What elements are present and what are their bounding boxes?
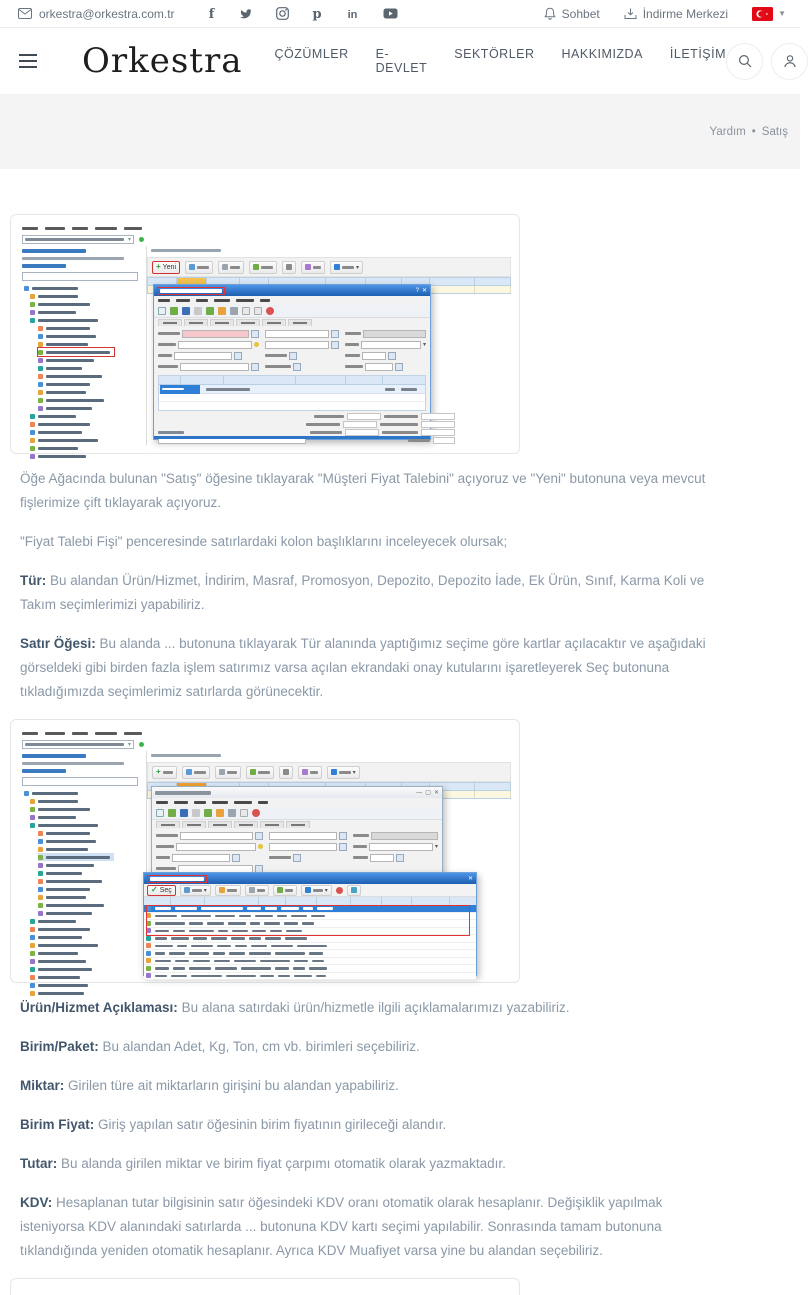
grid-header-cell — [475, 286, 511, 293]
tree-item — [38, 356, 98, 364]
term-miktar — [20, 1074, 725, 1098]
breadcrumb-separator: • — [751, 125, 756, 138]
email-text: orkestra@orkestra.com.tr — [39, 6, 175, 21]
term-miktar-text: Girilen türe ait miktarların girişini bu alandan yapabiliriz. — [68, 1078, 399, 1093]
app-combo: ▾ — [22, 235, 134, 244]
term-urun-hizmet — [20, 996, 725, 1020]
tree-item — [24, 284, 82, 292]
logo[interactable]: Orkestra — [82, 41, 243, 81]
selected-grid-row — [159, 385, 425, 394]
download-icon — [624, 7, 637, 20]
app-toolbar: + Yeni ▾ — [147, 257, 511, 277]
tree-item — [38, 332, 100, 340]
tree-item — [30, 292, 82, 300]
grid-header-cell — [475, 278, 511, 285]
chat-button[interactable] — [544, 7, 600, 21]
grid-row — [144, 965, 476, 973]
close-icon: ✕ — [421, 287, 427, 294]
modal-grid — [158, 375, 426, 411]
download-center-button[interactable] — [624, 7, 728, 21]
tree-item — [38, 837, 100, 845]
tree-item — [30, 412, 80, 420]
grid-row — [144, 935, 476, 943]
term-kdv-lead: KDV: — [20, 1195, 53, 1210]
topbar-left — [18, 7, 398, 21]
tree-item — [24, 789, 82, 797]
svg-text:in: in — [347, 8, 357, 21]
turkish-flag-icon — [752, 7, 773, 21]
tree-item — [30, 444, 82, 452]
term-satir-ogesi-text: Bu alanda ... butonuna tıklayarak Tür alanında yaptığımız seçime göre kartlar açılacaktır ve aşağıdaki görseldeki gibi birden fazla işlem satırımız varsa açılan ekrandaki onay kutularını işaretleyerek Seç butonuna tıkladığımızda seçimlerimiz satırlarda görünecektir. — [20, 636, 706, 699]
item-tree-panel — [19, 246, 147, 445]
term-urun-hizmet-text: Bu alana satırdaki ürün/hizmetle ilgili açıklamalarımızı yazabiliriz. — [181, 1000, 570, 1015]
chat-label: Sohbet — [561, 6, 600, 21]
instagram-icon[interactable] — [276, 7, 289, 20]
sec-button: ✓ Seç — [147, 885, 176, 896]
selection-toolbar: ✓ Seç ▾ ▾ — [144, 884, 476, 897]
tree-item — [38, 861, 98, 869]
modal-fiyat-talebi-2: — ▢ ✕ ▾ — [151, 786, 443, 904]
language-selector[interactable] — [752, 7, 786, 21]
tree-item — [30, 805, 94, 813]
main-header — [0, 28, 800, 94]
account-button[interactable] — [771, 43, 808, 80]
term-birim-fiyat — [20, 1113, 725, 1137]
modal-fiyat-talebi — [153, 284, 431, 440]
tree-item — [30, 308, 80, 316]
grid-row — [144, 973, 476, 981]
tree-item — [30, 428, 86, 436]
tree-item — [38, 396, 108, 404]
tree-item — [38, 885, 94, 893]
svg-text:p: p — [312, 7, 322, 22]
breadcrumb-band — [0, 94, 800, 169]
social-links — [207, 7, 398, 20]
grid-row — [144, 958, 476, 966]
modal-form: ▾ — [154, 326, 430, 374]
term-tur-text: Bu alandan Ürün/Hizmet, İndirim, Masraf, Promosyon, Depozito, Depozito İade, Ek Ürün, Sınıf, Karma Koli ve Takım seçimlerimizi yapabiliriz. — [20, 573, 705, 612]
tree-item — [38, 853, 114, 861]
term-birim-paket-lead: Birim/Paket: — [20, 1039, 99, 1054]
intro-paragraph-2: "Fiyat Talebi Fişi" penceresinde satırlardaki kolon başlıklarını inceleyecek olursak; — [20, 534, 508, 549]
tree-item — [30, 821, 102, 829]
term-birim-paket — [20, 1035, 725, 1059]
article-content — [0, 169, 800, 1295]
modal-title-bar: ? ✕ — [154, 285, 430, 296]
close-icon: ✕ — [433, 789, 439, 796]
close-icon: ✕ — [467, 875, 473, 882]
screenshot-musteri-fiyat-talebi — [10, 214, 520, 454]
top-utility-bar — [0, 0, 800, 28]
embedded-app-window-2: ▾ + ▾ — ▢ ✕ ▾ ✕ ✓ Seç ▾ ▾ — [19, 728, 511, 974]
screenshot-next-partial — [10, 1278, 520, 1295]
linkedin-icon[interactable] — [345, 8, 360, 20]
term-miktar-lead: Miktar: — [20, 1078, 65, 1093]
selection-grid — [144, 905, 476, 980]
nav-cozumler[interactable]: ÇÖZÜMLER — [274, 47, 349, 61]
term-kdv — [20, 1191, 725, 1263]
app-quick-row — [19, 233, 511, 246]
nav-sektorler[interactable]: SEKTÖRLER — [454, 47, 535, 61]
tree-item — [38, 909, 96, 917]
grid-header-cell — [475, 791, 511, 798]
modal-totals — [154, 411, 430, 444]
tree-item — [30, 813, 80, 821]
chevron-down-icon: ▼ — [778, 9, 786, 18]
tree-item — [30, 797, 82, 805]
twitter-icon[interactable] — [239, 8, 253, 20]
grid-row — [144, 920, 476, 928]
tree-item — [30, 957, 90, 965]
tree-item — [30, 300, 94, 308]
nav-iletisim[interactable]: İLETİŞİM — [669, 47, 727, 61]
pinterest-icon[interactable] — [312, 7, 322, 20]
title-highlight-box — [157, 287, 225, 295]
tree-item — [38, 845, 92, 853]
term-kdv-text: Hesaplanan tutar bilgisinin satır öğesindeki KDV oranı otomatik olarak hesaplanır. Değişiklik yapılmak isteniyorsa KDV alanındaki satırlarda ... butonuna KDV kartı seçimi yapılabilir. Sonrasında tamam butonuna tıklandığında yeniden otomatik hesaplanır. Ayrıca KDV Muafiyet varsa yine bu alandan seçebiliriz. — [20, 1195, 663, 1258]
person-icon — [783, 54, 797, 68]
tree-item — [30, 917, 80, 925]
tree-item — [38, 901, 108, 909]
app-menu-bar — [19, 223, 511, 233]
tree-item — [30, 925, 94, 933]
app-main-panel — [147, 246, 511, 445]
tree-item — [38, 324, 94, 332]
term-birim-fiyat-text: Giriş yapılan satır öğesinin birim fiyatının girileceği alandır. — [98, 1117, 447, 1132]
grid-row — [144, 905, 476, 913]
screenshot-satir-ogesi-secimi — [10, 719, 520, 983]
grid-row — [144, 943, 476, 951]
hamburger-menu-icon[interactable] — [0, 54, 56, 68]
selection-window — [143, 872, 477, 976]
tree-item — [30, 420, 94, 428]
grid-header-cell — [430, 278, 475, 285]
tree-item — [38, 340, 92, 348]
breadcrumb — [710, 126, 788, 138]
tree-item — [30, 973, 84, 981]
facebook-icon[interactable] — [207, 7, 216, 20]
search-icon — [738, 54, 752, 68]
tree-item — [38, 404, 96, 412]
tree-item — [38, 869, 86, 877]
term-tutar-lead: Tutar: — [20, 1156, 58, 1171]
intro-paragraph-1: Öğe Ağacında bulunan "Satış" öğesine tıklayarak "Müşteri Fiyat Talebini" açıyoruz ve "Yeni" butonuna veya mevcut fişlerimize çift tıklayarak açıyoruz. — [20, 471, 706, 510]
status-dot — [139, 237, 144, 242]
term-tutar — [20, 1152, 725, 1176]
item-tree-panel-2 — [19, 751, 147, 974]
tree-item — [30, 949, 82, 957]
term-satir-ogesi — [20, 632, 725, 704]
header-icons — [726, 43, 808, 80]
embedded-app-window — [19, 223, 511, 445]
tree-item — [30, 436, 102, 444]
tree-item — [30, 933, 86, 941]
tree-item — [38, 380, 94, 388]
tree-item — [38, 829, 94, 837]
term-tutar-text: Bu alanda girilen miktar ve birim fiyat çarpımı otomatik olarak yazmaktadır. — [61, 1156, 506, 1171]
tree-item — [30, 316, 102, 324]
tree-item — [30, 965, 96, 973]
tree-item — [38, 893, 90, 901]
app-main-panel-2: + ▾ — ▢ ✕ ▾ ✕ ✓ Seç ▾ ▾ — [147, 751, 511, 974]
tree-item — [38, 348, 114, 356]
tree-item — [38, 364, 86, 372]
bell-icon — [544, 7, 556, 20]
main-nav — [275, 47, 727, 75]
cancel-icon — [266, 307, 274, 315]
term-urun-hizmet-lead: Ürün/Hizmet Açıklaması: — [20, 1000, 178, 1015]
grid-header-cell — [430, 286, 475, 293]
tree-item — [38, 372, 106, 380]
yeni-button: + Yeni — [152, 261, 180, 274]
tree-item — [38, 877, 106, 885]
grid-row — [144, 928, 476, 936]
tree-item — [30, 989, 88, 997]
breadcrumb-current: Satış — [761, 125, 788, 138]
breadcrumb-yardim[interactable]: Yardım — [709, 125, 746, 138]
topbar-right — [544, 7, 786, 21]
tree-item — [30, 981, 92, 989]
search-button[interactable] — [726, 43, 763, 80]
nav-edevlet[interactable]: E-DEVLET — [375, 47, 428, 75]
grid-row — [144, 913, 476, 921]
youtube-icon[interactable] — [383, 8, 398, 19]
tree-item — [38, 388, 90, 396]
term-tur — [20, 569, 725, 617]
envelope-icon — [18, 8, 32, 19]
modal-toolbar-icons — [154, 305, 430, 318]
tree-search-input — [22, 272, 138, 281]
email-link[interactable] — [18, 7, 175, 21]
download-center-label: İndirme Merkezi — [642, 6, 729, 21]
term-birim-fiyat-lead: Birim Fiyat: — [20, 1117, 95, 1132]
term-tur-lead: Tür: — [20, 573, 47, 588]
term-satir-ogesi-lead: Satır Öğesi: — [20, 636, 96, 651]
term-birim-paket-text: Bu alandan Adet, Kg, Ton, cm vb. birimleri seçebiliriz. — [102, 1039, 420, 1054]
tree-item — [30, 452, 90, 460]
svg-text:f: f — [208, 7, 214, 22]
nav-hakkimizda[interactable]: HAKKIMIZDA — [561, 47, 643, 61]
tree-item — [30, 941, 102, 949]
grid-row — [144, 950, 476, 958]
grid-header-cell — [475, 783, 511, 790]
